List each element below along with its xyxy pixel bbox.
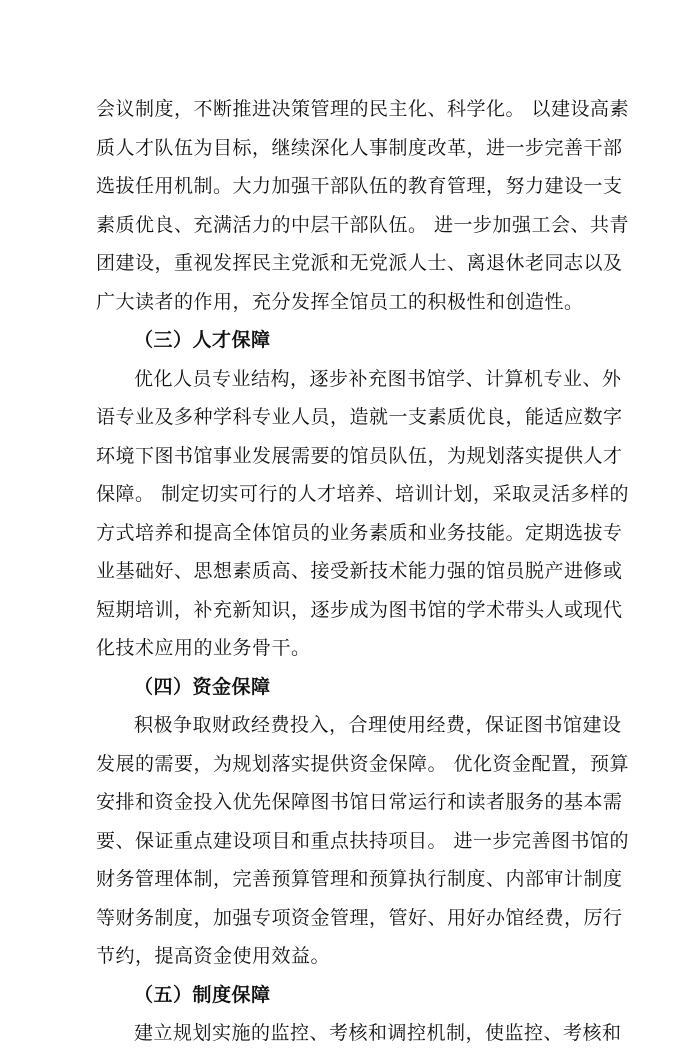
section-heading-institution: （五）制度保障 bbox=[134, 983, 271, 1006]
paragraph-line: 建立规划实施的监控、考核和调控机制，使监控、考核和 bbox=[134, 1022, 622, 1044]
paragraph-line: 财务管理体制，完善预算管理和预算执行制度、内部审计制度 bbox=[96, 868, 623, 890]
paragraph-line: 优化人员专业结构，逐步补充图书馆学、计算机专业、外 bbox=[134, 367, 622, 390]
section-heading-funding: （四）资金保障 bbox=[134, 675, 271, 698]
paragraph-line: 发展的需要，为规划落实提供资金保障。 优化资金配置，预算 bbox=[96, 752, 630, 775]
paragraph-line: 化技术应用的业务骨干。 bbox=[96, 637, 311, 659]
paragraph-line: 方式培养和提高全体馆员的业务素质和业务技能。定期选拔专 bbox=[96, 521, 623, 544]
paragraph-line: 要、保证重点建设项目和重点扶持项目。 进一步完善图书馆的 bbox=[96, 829, 630, 852]
paragraph-line: 等财务制度，加强专项资金管理，管好、用好办馆经费，厉行 bbox=[96, 906, 623, 929]
paragraph-line: 节约，提高资金使用效益。 bbox=[96, 945, 331, 967]
document-body bbox=[96, 90, 630, 1053]
paragraph-line: 短期培训，补充新知识，逐步成为图书馆的学术带头人或现代 bbox=[96, 598, 623, 621]
paragraph-line: 素质优良、充满活力的中层干部队伍。 进一步加强工会、共青 bbox=[96, 213, 630, 236]
paragraph-line: 选拔任用机制。大力加强干部队伍的教育管理，努力建设一支 bbox=[96, 175, 623, 197]
paragraph-line: 语专业及多种学科专业人员，造就一支素质优良，能适应数字 bbox=[96, 406, 623, 428]
paragraph-line: 质人才队伍为目标，继续深化人事制度改革，进一步完善干部 bbox=[96, 136, 623, 159]
paragraph-line: 保障。 制定切实可行的人才培养、培训计划，采取灵活多样的 bbox=[96, 483, 630, 505]
section-heading-talent: （三）人才保障 bbox=[134, 329, 271, 351]
paragraph-line: 广大读者的作用，充分发挥全馆员工的积极性和创造性。 bbox=[96, 290, 584, 313]
paragraph-line: 会议制度，不断推进决策管理的民主化、科学化。 以建设高素 bbox=[96, 98, 630, 120]
paragraph-line: 安排和资金投入优先保障图书馆日常运行和读者服务的基本需 bbox=[96, 791, 623, 813]
paragraph-line: 环境下图书馆事业发展需要的馆员队伍，为规划落实提供人才 bbox=[96, 444, 623, 467]
paragraph-line: 团建设，重视发挥民主党派和无党派人士、离退休老同志以及 bbox=[96, 252, 623, 274]
paragraph-line: 积极争取财政经费投入，合理使用经费，保证图书馆建设 bbox=[134, 714, 622, 736]
paragraph-line: 业基础好、思想素质高、接受新技术能力强的馆员脱产进修或 bbox=[96, 560, 623, 582]
